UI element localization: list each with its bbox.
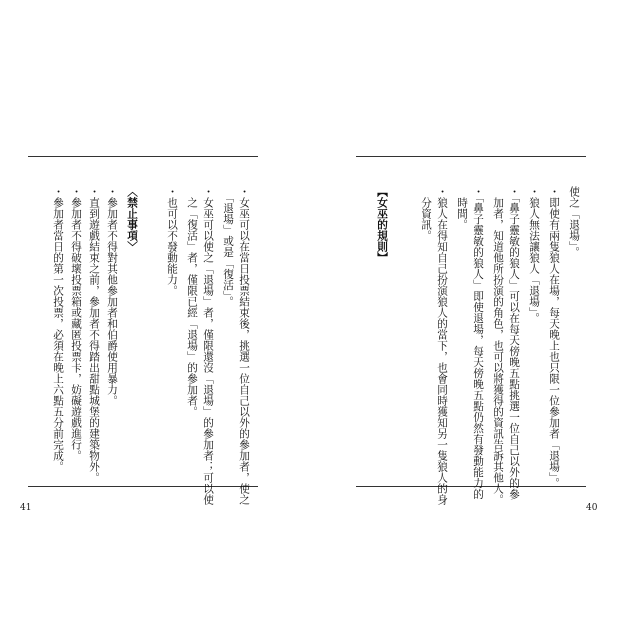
page-number: 40 — [586, 503, 598, 513]
body-line: ・女巫可以在當日投票結束後，挑選一位自己以外的參加者，使之 — [238, 186, 250, 505]
body-line: ・參加者不得破壞投票箱或藏匿投票卡，妨礙遊戲進行。 — [70, 186, 82, 461]
page-number: 41 — [20, 503, 32, 513]
body-line: ・即使有兩隻狼人在場，每天晚上也只限一位參加者「退場」。 — [548, 186, 560, 489]
body-line: ・狼人無法讓狼人「退場」。 — [528, 186, 540, 324]
body-line: ・參加者不得對其他參加者和伯爵使用暴力。 — [106, 186, 118, 406]
body-line: ・「鼻子靈敏的狼人」即使退場，每天傍晚五點仍然有發動能力的 — [472, 186, 484, 500]
body-line: 使之「退場」。 — [568, 186, 580, 258]
body-line: ・也可以不發動能力。 — [166, 186, 178, 296]
body-line: 時間。 — [456, 186, 468, 230]
bottom-rule — [28, 486, 258, 487]
right-page — [310, 0, 620, 620]
section-heading: 【女巫的規則】 — [376, 186, 388, 263]
body-line: ・參加者當日的第一次投票，必須在晚上六點五分前完成。 — [52, 186, 64, 472]
top-rule — [356, 156, 586, 157]
top-rule — [28, 156, 258, 157]
body-line: 「退場」或是「復活」。 — [222, 186, 234, 308]
body-line: 加者，知道他所扮演的角色，也可以將獲得的資訊告訴其他人。 — [492, 186, 504, 505]
body-line: 之「復活」者，僅限已經「退場」的參加者。 — [186, 186, 198, 417]
body-line: ・女巫可以使之「退場」者，僅限還沒「退場」的參加者；可以使 — [202, 186, 214, 505]
body-line: ・直到遊戲結束之前，參加者不得踏出甜點城堡的建築物外。 — [88, 186, 100, 483]
body-line: 分資訊。 — [420, 186, 432, 241]
section-heading: 〈禁止事項〉 — [126, 186, 138, 252]
body-line: ・「鼻子靈敏的狼人」可以在每天傍晚五點挑選一位自己以外的參 — [508, 186, 520, 500]
body-line: ・狼人在得知自己扮演狼人的當下，也會同時獲知另一隻狼人的身 — [436, 186, 448, 505]
